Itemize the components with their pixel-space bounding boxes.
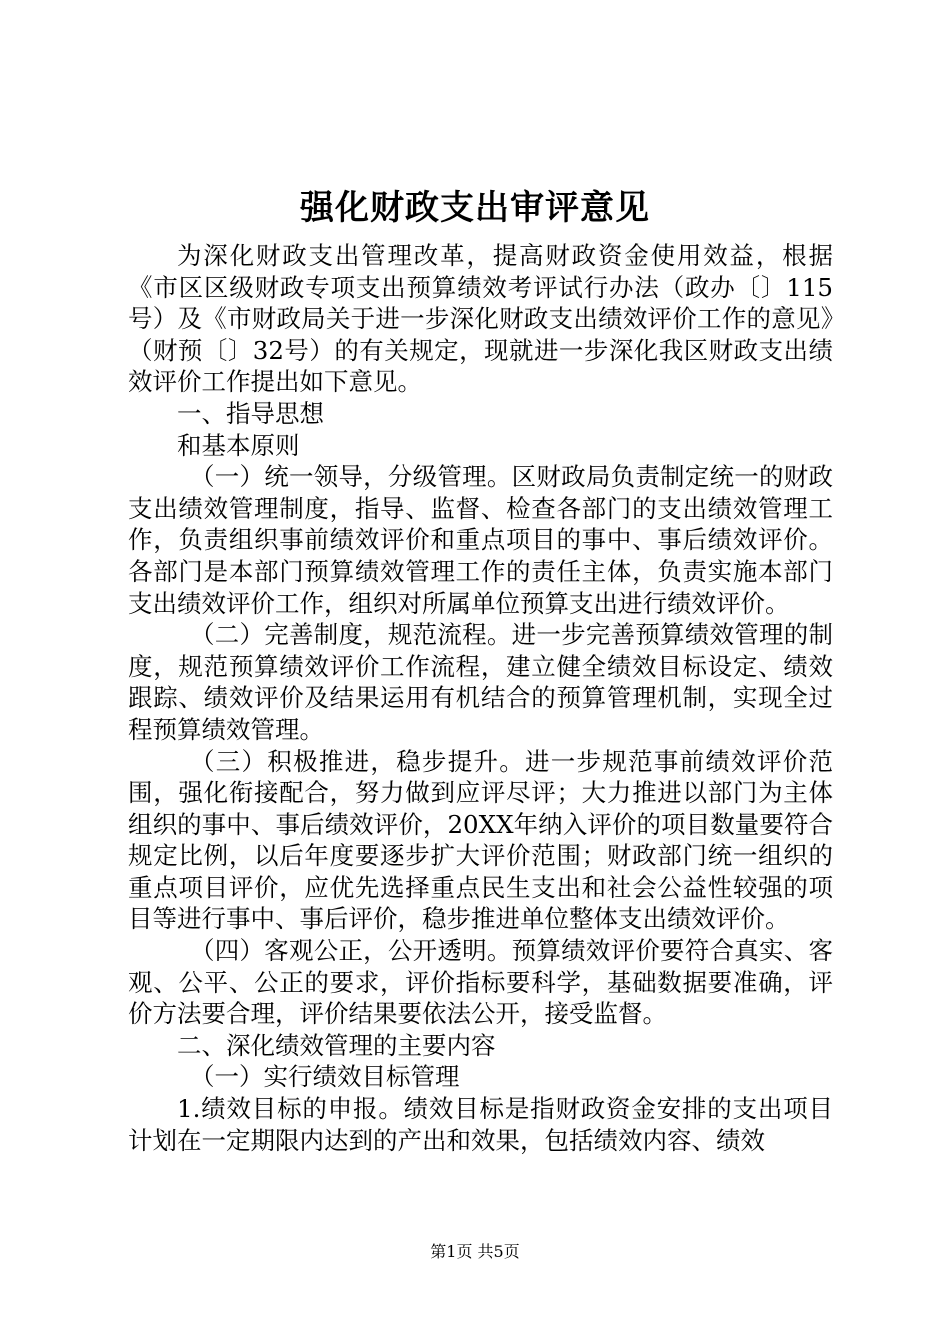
body-paragraph: 1.绩效目标的申报。绩效目标是指财政资金安排的支出项目计划在一定期限内达到的产出和效果，包括绩效内容、绩效	[128, 1094, 833, 1155]
section-heading-continued: 和基本原则	[177, 430, 300, 460]
principle-paragraph: （一）统一领导，分级管理。区财政局负责制定统一的财政支出绩效管理制度，指导、监督、检查各部门的支出绩效管理工作，负责组织事前绩效评价和重点项目的事中、事后绩效评价。各部门是本部门预算绩效管理工作的责任主体，负责实施本部门支出绩效评价工作，组织对所属单位预算支出进行绩效评价。	[128, 462, 833, 618]
section-heading: 二、深化绩效管理的主要内容	[177, 1030, 496, 1060]
section-heading: 一、指导思想	[177, 398, 324, 428]
principle-paragraph: （二）完善制度，规范流程。进一步完善预算绩效管理的制度，规范预算绩效评价工作流程，建立健全绩效目标设定、绩效跟踪、绩效评价及结果运用有机结合的预算管理机制，实现全过程预算绩效管理。	[128, 620, 833, 744]
intro-paragraph: 为深化财政支出管理改革，提高财政资金使用效益，根据《市区区级财政专项支出预算绩效考评试行办法（政办〔〕115号）及《市财政局关于进一步深化财政支出绩效评价工作的意见》（财预〔〕32号）的有关规定，现就进一步深化我区财政支出绩效评价工作提出如下意见。	[128, 241, 833, 397]
principle-paragraph: （三）积极推进，稳步提升。进一步规范事前绩效评价范围，强化衔接配合，努力做到应评尽评；大力推进以部门为主体组织的事中、事后绩效评价，20XX年纳入评价的项目数量要符合规定比例，以后年度要逐步扩大评价范围；财政部门统一组织的重点项目评价，应优先选择重点民生支出和社会公益性较强的项目等进行事中、事后评价，稳步推进单位整体支出绩效评价。	[128, 746, 833, 934]
document-title: 强化财政支出审评意见	[300, 188, 650, 228]
subsection-heading: （一）实行绩效目标管理	[190, 1062, 460, 1092]
page-number-footer: 第1页 共5页	[430, 1242, 520, 1261]
document-body	[128, 240, 833, 1156]
principle-paragraph: （四）客观公正，公开透明。预算绩效评价要符合真实、客观、公平、公正的要求，评价指标要科学，基础数据要准确，评价方法要合理，评价结果要依法公开，接受监督。	[128, 936, 833, 1029]
